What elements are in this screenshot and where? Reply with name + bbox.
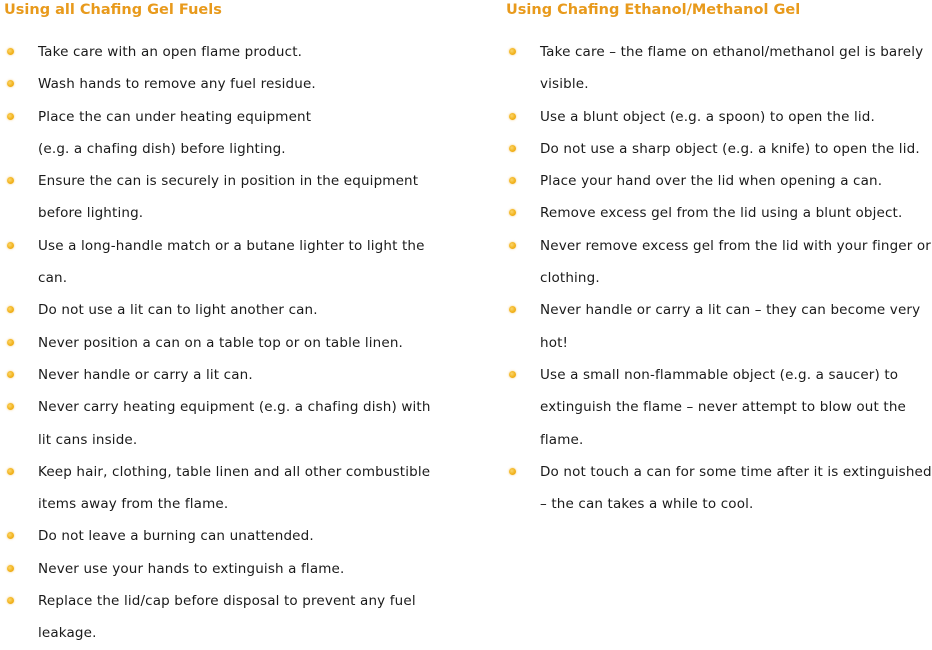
list-item bbox=[4, 391, 440, 456]
list-item-text: Use a long-handle match or a butane lighter to light the can. bbox=[38, 237, 425, 287]
right-heading: Using Chafing Ethanol/Methanol Gel bbox=[506, 2, 801, 18]
list-item-text: Use a blunt object (e.g. a spoon) to open the lid. bbox=[540, 108, 875, 125]
bullet-icon bbox=[7, 403, 14, 410]
bullet-icon bbox=[509, 145, 516, 152]
bullet-icon bbox=[7, 242, 14, 249]
list-item-text: Wash hands to remove any fuel residue. bbox=[38, 76, 316, 93]
bullet-icon bbox=[7, 48, 14, 55]
list-item-text: Do not touch a can for some time after it is extinguished – the can takes a while to cool. bbox=[540, 463, 932, 513]
bullet-icon bbox=[509, 371, 516, 378]
bullet-icon bbox=[7, 532, 14, 539]
list-item-text: Use a small non-flammable object (e.g. a saucer) to extinguish the flame – never attempt to blow out the flame. bbox=[540, 366, 907, 448]
bullet-icon bbox=[509, 209, 516, 216]
left-column bbox=[4, 0, 444, 650]
list-item bbox=[4, 294, 438, 326]
list-item bbox=[506, 101, 932, 133]
list-item-text: Take care with an open flame product. bbox=[38, 44, 303, 60]
list-item-text: Never remove excess gel from the lid with your finger or clothing. bbox=[540, 237, 932, 287]
list-item-text: Do not leave a burning can unattended. bbox=[38, 528, 314, 545]
list-item-text: Never handle or carry a lit can. bbox=[38, 366, 253, 383]
bullet-icon bbox=[509, 468, 516, 475]
bullet-icon bbox=[509, 113, 516, 120]
bullet-icon bbox=[509, 177, 516, 184]
list-item bbox=[4, 520, 438, 552]
list-item-text: Replace the lid/cap before disposal to prevent any fuel leakage. bbox=[38, 593, 416, 642]
bullet-icon bbox=[7, 80, 14, 87]
list-item bbox=[4, 585, 434, 650]
bullet-icon bbox=[509, 306, 516, 313]
list-item-text: Never handle or carry a lit can – they can become very hot! bbox=[540, 302, 921, 351]
list-item bbox=[506, 36, 932, 101]
list-item bbox=[4, 553, 438, 585]
bullet-icon bbox=[7, 339, 14, 346]
list-item-text: Do not use a lit can to light another can. bbox=[38, 302, 318, 319]
list-item-text: Never carry heating equipment (e.g. a chafing dish) with lit cans inside. bbox=[38, 399, 431, 448]
bullet-icon bbox=[7, 113, 14, 120]
list-item bbox=[4, 101, 324, 166]
list-item bbox=[4, 359, 438, 391]
list-item-text: Never position a can on a table top or on table linen. bbox=[38, 334, 403, 351]
list-item-text: Do not use a sharp object (e.g. a knife) to open the lid. bbox=[540, 140, 920, 157]
list-item-text: Ensure the can is securely in position in the equipment before lighting. bbox=[38, 173, 419, 222]
left-bullet-list bbox=[4, 36, 444, 650]
list-item bbox=[506, 133, 932, 165]
list-item-text: Remove excess gel from the lid using a blunt object. bbox=[540, 205, 903, 222]
list-item bbox=[506, 230, 932, 295]
list-item bbox=[4, 456, 448, 521]
list-item-text: Place the can under heating equipment (e.g. a chafing dish) before lighting. bbox=[38, 108, 312, 157]
list-item bbox=[4, 36, 318, 68]
list-item-text: Place your hand over the lid when opening a can. bbox=[540, 173, 883, 190]
list-item bbox=[506, 197, 932, 229]
list-item-text: Never use your hands to extinguish a flame. bbox=[38, 560, 345, 577]
list-item bbox=[4, 68, 328, 100]
list-item-text: Take care – the flame on ethanol/methanol gel is barely visible. bbox=[540, 44, 924, 93]
list-item bbox=[506, 456, 932, 521]
list-item-text: Keep hair, clothing, table linen and all other combustible items away from the flame. bbox=[38, 463, 431, 513]
bullet-icon bbox=[7, 565, 14, 572]
bullet-icon bbox=[7, 177, 14, 184]
list-item bbox=[506, 294, 926, 359]
list-item bbox=[506, 165, 932, 197]
list-item bbox=[4, 327, 438, 359]
bullet-icon bbox=[7, 597, 14, 604]
list-item bbox=[506, 359, 926, 456]
bullet-icon bbox=[7, 371, 14, 378]
right-column bbox=[506, 0, 932, 520]
right-bullet-list bbox=[506, 36, 932, 520]
bullet-icon bbox=[509, 242, 516, 249]
bullet-icon bbox=[509, 48, 516, 55]
list-item bbox=[4, 165, 430, 230]
bullet-icon bbox=[7, 306, 14, 313]
list-item bbox=[4, 230, 434, 295]
bullet-icon bbox=[7, 468, 14, 475]
left-heading: Using all Chafing Gel Fuels bbox=[4, 2, 222, 18]
